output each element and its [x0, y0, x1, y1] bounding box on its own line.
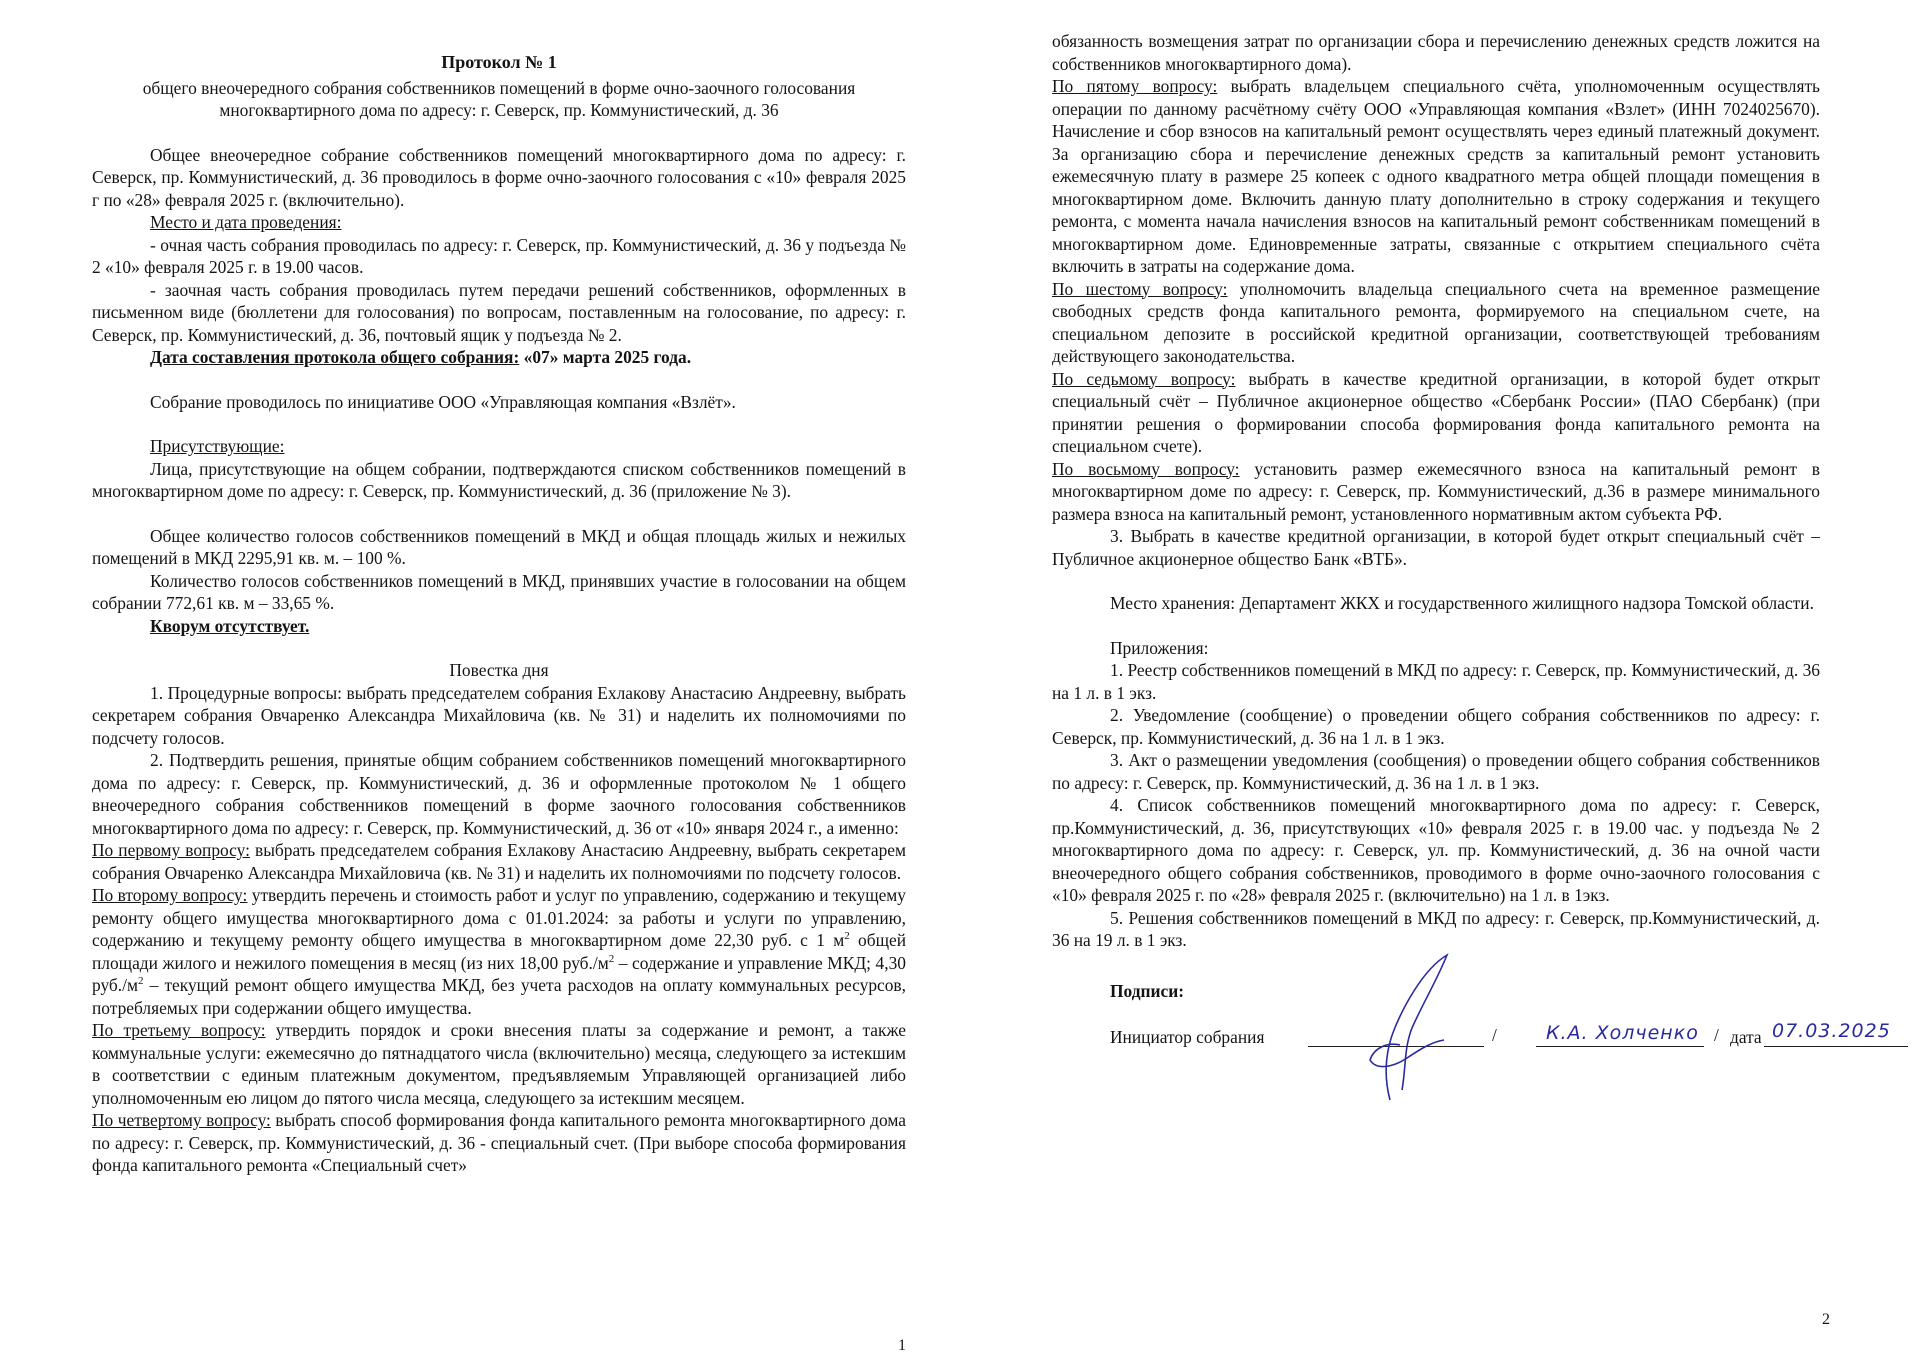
appendix-item: 1. Реестр собственников помещений в МКД по адресу: г. Северск, пр. Коммунистический, д. 36 на 1 л. в 1 экз.	[1052, 660, 1820, 703]
question-4-text: выбрать способ формирования фонда капитального ремонта многоквартирного дома по адресу: г. Северск, пр. Коммунистический, д. 36 - специальный счет. (При выборе способа формирования фонда капитального ремонта «Специальный счет»	[92, 1110, 906, 1175]
question-4-label: По четвертому вопросу:	[92, 1110, 271, 1130]
question-6-label: По шестому вопросу:	[1052, 278, 1228, 299]
question-7-text: выбрать в качестве кредитной организации, в которой будет открыт специальный счёт – Публичное акционерное общество «Сбербанк России» (ПАО Сбербанк) (при принятии решения о формировании способа формирования фонда капитального ремонта на специальном счете).	[1052, 368, 1820, 456]
question-3-text: утвердить порядок и сроки внесения платы за содержание и ремонт, а также коммунальные услуги: ежемесячно до пятнадцатого числа (включительно) месяца, следующего за истекшим в соответствии с единым платежным документом, предъявляемым Управляющей организацией либо уполномоченным ею лицом до пятого числа месяца, следующего за истекшим месяцем.	[92, 1020, 906, 1108]
signature-block	[1052, 980, 1891, 1060]
date-line	[1764, 1046, 1908, 1047]
question-2-text-b: общей площади жилого и нежилого помещения в месяц (из них 18,00 руб./м	[92, 930, 906, 973]
question-1-label: По первому вопросу:	[92, 840, 250, 860]
present-heading: Присутствующие:	[150, 436, 285, 456]
name-line	[1536, 1046, 1704, 1047]
document-subtitle-line-2: многоквартирного дома по адресу: г. Северск, пр. Коммунистический, д. 36	[219, 100, 779, 120]
date-handwritten: 07.03.2025	[1772, 1019, 1891, 1042]
appendix-item: 3. Акт о размещении уведомления (сообщения) о проведении общего собрания собственников по адресу: г. Северск, пр. Коммунистический, д. 36 на 1 л. в 1 экз.	[1052, 750, 1820, 793]
agenda-heading: Повестка дня	[449, 660, 549, 680]
question-2-text-d: – текущий ремонт общего имущества МКД, без учета расходов на оплату коммунальных ресурсов, потребляемых при содержании общего имущества.	[92, 975, 906, 1018]
question-6-text: уполномочить владельца специального счета на временное размещение свободных средств фонда капитального ремонта, формируемого на специальном счете, на специальном депозите в российской кредитной организации, соответствующей требованиям действующего законодательства.	[1052, 278, 1820, 366]
present-paragraph: Лица, присутствующие на общем собрании, подтверждаются списком собственников помещений в многоквартирном доме по адресу: г. Северск, пр. Коммунистический, д. 36 (приложение № 3).	[92, 458, 906, 501]
question-4-continuation: обязанность возмещения затрат по организации сбора и перечислению денежных средств ложится на собственников многоквартирного дома).	[1052, 31, 1820, 74]
initiative-paragraph: Собрание проводилось по инициативе ООО «Управляющая компания «Взлёт».	[150, 391, 736, 412]
page-number-1: 1	[898, 1337, 906, 1354]
question-2-label: По второму вопросу:	[92, 885, 248, 905]
square-superscript: 2	[608, 952, 615, 965]
quorum-status: Кворум отсутствует.	[150, 615, 310, 636]
question-2-text-c: – содержание и управление МКД; 4,30 руб./м	[92, 952, 906, 995]
question-7-label: По седьмому вопросу:	[1052, 368, 1236, 389]
place-in-person: - очная часть собрания проводилась по адресу: г. Северск, пр. Коммунистический, д. 36 у подъезда № 2 «10» февраля 2025 г. в 19.00 часов.	[92, 234, 906, 277]
separator-slash: /	[1492, 1024, 1497, 1045]
protocol-date-label: Дата составления протокола общего собрания:	[150, 347, 520, 367]
question-1-text: выбрать председателем собрания Ехлакову Анастасию Андреевну, выбрать секретарем собрания Овчаренко Александра Михайловича (кв. № 31) и наделить их полномочиями по подсчету голосов.	[92, 840, 906, 883]
protocol-date-value: «07» марта 2025 года.	[523, 347, 692, 367]
question-8-label: По восьмому вопросу:	[1052, 458, 1240, 479]
agenda-item-1: 1. Процедурные вопросы: выбрать председателем собрания Ехлакову Анастасию Андреевну, выбрать секретарем собрания Овчаренко Александра Михайловича (кв. № 31) и наделить их полномочиями по подсчету голосов.	[92, 682, 906, 748]
question-3-label: По третьему вопросу:	[92, 1020, 266, 1040]
appendix-heading: Приложения:	[1110, 637, 1209, 658]
agenda-item-2: 2. Подтвердить решения, принятые общим собранием собственников помещений многоквартирного дома по адресу: г. Северск, пр. Коммунистический, д. 36 и оформленные протоколом № 1 общего внеочередного собрания собственников помещений в форме заочного голосования собственников многоквартирного дома по адресу: г. Северск, пр. Коммунистический, д. 36 от «10» января 2024 г., а именно:	[92, 750, 906, 838]
document-subtitle-line-1: общего внеочередного собрания собственников помещений в форме очно-заочного голосования	[142, 77, 856, 98]
page-1-body	[92, 51, 906, 1177]
square-superscript: 2	[844, 930, 850, 943]
place-heading: Место и дата проведения:	[150, 212, 342, 232]
intro-paragraph: Общее внеочередное собрание собственников помещений многоквартирного дома по адресу: г. Северск, пр. Коммунистический, д. 36 проводилось в форме очно-заочного голосования с «10» февраля 2025 г по «28» февраля 2025 г. (включительно).	[92, 144, 906, 210]
signature-mark	[1352, 950, 1472, 1115]
appendix-item: 5. Решения собственников помещений в МКД по адресу: г. Северск, пр.Коммунистический, д. 36 на 19 л. в 1 экз.	[1052, 907, 1820, 950]
document-title: Протокол № 1	[441, 52, 557, 72]
square-superscript: 2	[137, 975, 144, 988]
date-label: дата	[1730, 1026, 1762, 1047]
page-number-2: 2	[1822, 1311, 1830, 1328]
separator-slash: /	[1714, 1024, 1719, 1045]
question-5-label: По пятому вопросу:	[1052, 76, 1218, 96]
appendix-item: 2. Уведомление (сообщение) о проведении общего собрания собственников по адресу: г. Северск, пр. Коммунистический, д. 36 на 1 л. в 1 экз.	[1052, 705, 1820, 748]
initiator-label: Инициатор собрания	[1110, 1026, 1265, 1047]
question-2-text-a: утвердить перечень и стоимость работ и услуг по управлению, содержанию и текущему ремонту общего имущества многоквартирного дома с 01.01.2024: за работы и услуги по управлению, содержанию и текущему ремонту общего имущества в многоквартирном доме 22,30 руб. с 1 м	[92, 885, 907, 950]
votes-total: Общее количество голосов собственников помещений в МКД и общая площадь жилых и нежилых помещений в МКД 2295,91 кв. м. – 100 %.	[92, 525, 906, 568]
votes-participated: Количество голосов собственников помещений в МКД, принявших участие в голосовании на общем собрании 772,61 кв. м – 33,65 %.	[92, 570, 906, 613]
place-remote: - заочная часть собрания проводилась путем передачи решений собственников, оформленных в письменном виде (бюллетени для голосования) по вопросам, поставленным на голосование, по адресу: г. Северск, пр. Коммунистический, д. 36, почтовый ящик у подъезда № 2.	[92, 279, 906, 345]
agenda-item-3: 3. Выбрать в качестве кредитной организации, в которой будет открыт специальный счёт – Публичное акционерное общество Банк «ВТБ».	[1052, 526, 1820, 569]
initiator-name-handwritten: К.А. Холченко	[1546, 1021, 1699, 1044]
signatures-heading: Подписи:	[1110, 980, 1185, 1001]
question-8-text: установить размер ежемесячного взноса на капитальный ремонт в многоквартирном доме по адресу: г. Северск, пр. Коммунистический, д.36 в размере минимального размера взноса на капитальный ремонт, установленного нормативным актом субъекта РФ.	[1052, 458, 1820, 524]
page-2-body	[1052, 30, 1891, 1060]
storage-location: Место хранения: Департамент ЖКХ и государственного жилищного надзора Томской области.	[1110, 593, 1814, 613]
appendix-item: 4. Список собственников помещений многоквартирного дома по адресу: г. Северск, пр.Коммунистический, д. 36, присутствующих «10» февраля 2025 г. в 19.00 час. у подъезда № 2 многоквартирного дома по адресу: г. Северск, ул. пр. Коммунистический, д. 36 на очной части внеочередного общего собрания собственников, проводимого в форме очно-заочного голосования с «10» февраля 2025 г. по «28» февраля 2025 г. (включительно) на 1 л. в 1экз.	[1052, 795, 1820, 905]
question-5-text: выбрать владельцем специального счёта, уполномоченным осуществлять операции по данному расчётному счёту ООО «Управляющая компания «Взлет» (ИНН 7024025670). Начисление и сбор взносов на капитальный ремонт осуществлять через единый платежный документ. За организацию сбора и перечисление денежных средств за капитальный ремонт установить ежемесячную плату в размере 25 копеек с одного квадратного метра общей площади помещения в многоквартирном доме. Включить данную плату дополнительно в строку содержания и текущего ремонта, с момента начала начисления взносов на капитальный ремонт собственникам помещений в многоквартирном доме. Единовременные затраты, связанные с открытием специального счёта включить в затраты на содержание дома.	[1052, 76, 1820, 276]
protocol-page-2	[960, 0, 1920, 1357]
